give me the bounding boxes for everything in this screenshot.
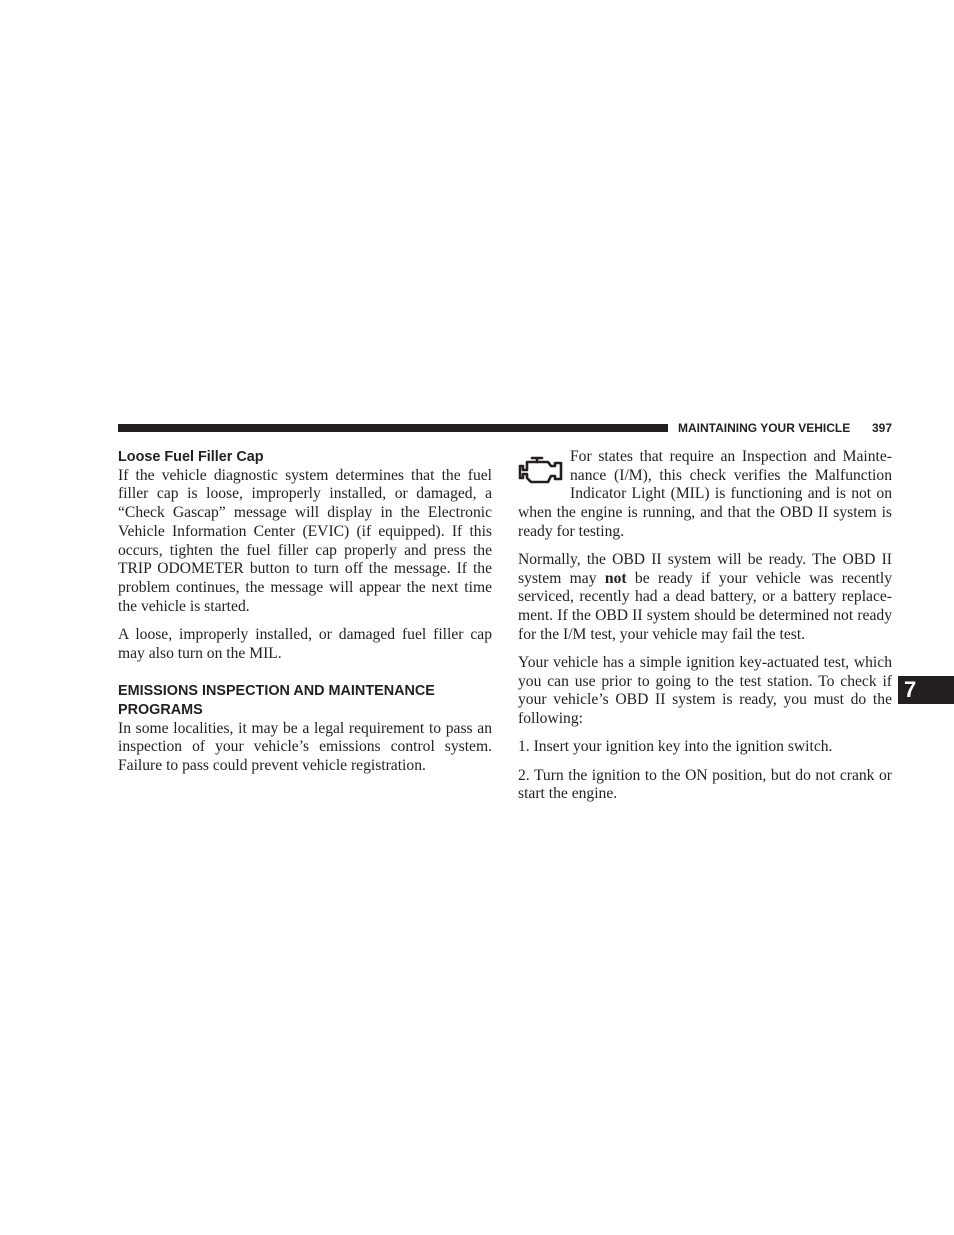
heading-emissions-programs: EMISSIONS INSPECTION AND MAINTENANCE PROGRAMS — [118, 683, 435, 718]
chapter-tab: 7 — [898, 676, 954, 704]
step-2: 2. Turn the ignition to the ON position, but do not crank or start the engine. — [518, 766, 892, 803]
paragraph-ignition-test: Your vehicle has a simple ignition key-actuated test, which you can use prior to going to the test station. To check if your vehicle’s OBD II system is ready, you must do the following: — [518, 654, 892, 728]
paragraph-im-check: For states that require an Inspection and Maintenance (I/M), this check verifies the Malfunction Indicator Light (MIL) is functioning and is not on when the engine is running, and that the OBD II system is ready for testing. — [518, 448, 892, 540]
check-engine-icon — [518, 452, 564, 486]
heading-loose-fuel-filler-cap: Loose Fuel Filler Cap — [118, 449, 264, 465]
right-column — [518, 448, 892, 813]
section-title: MAINTAINING YOUR VEHICLE — [678, 421, 851, 435]
left-column — [118, 448, 492, 785]
running-header — [678, 420, 892, 436]
header-rule — [118, 424, 668, 432]
paragraph-fuel-cap-mil: A loose, improperly installed, or damaged fuel filler cap may also turn on the MIL. — [118, 625, 492, 662]
paragraph-emissions-requirement: In some localities, it may be a legal requirement to pass an inspection of your vehicle’s emissions control system. Failure to pass could prevent vehicle registration. — [118, 719, 492, 775]
paragraph-obd-ready: Normally, the OBD II system will be ready. The OBD II system may not be ready if your vehicle was recently serviced, recently had a dead battery, or a battery replacement. If the OBD II system should be determined not ready for the I/M test, your vehicle may fail the test. — [518, 551, 893, 643]
emphasis-not: not — [604, 569, 627, 587]
step-1: 1. Insert your ignition key into the ignition switch. — [518, 738, 833, 756]
page-number: 397 — [871, 421, 892, 435]
paragraph-fuel-cap-message: If the vehicle diagnostic system determines that the fuel filler cap is loose, improperly installed, or damaged, a “Check Gascap” message will display in the Electronic Vehicle Information Center (EVIC) (if equipped). If this occurs, tighten the fuel filler cap properly and press the TRIP ODOMETER button to turn off the message. If the problem continues, the message will appear the next time the vehicle is started. — [118, 466, 492, 615]
